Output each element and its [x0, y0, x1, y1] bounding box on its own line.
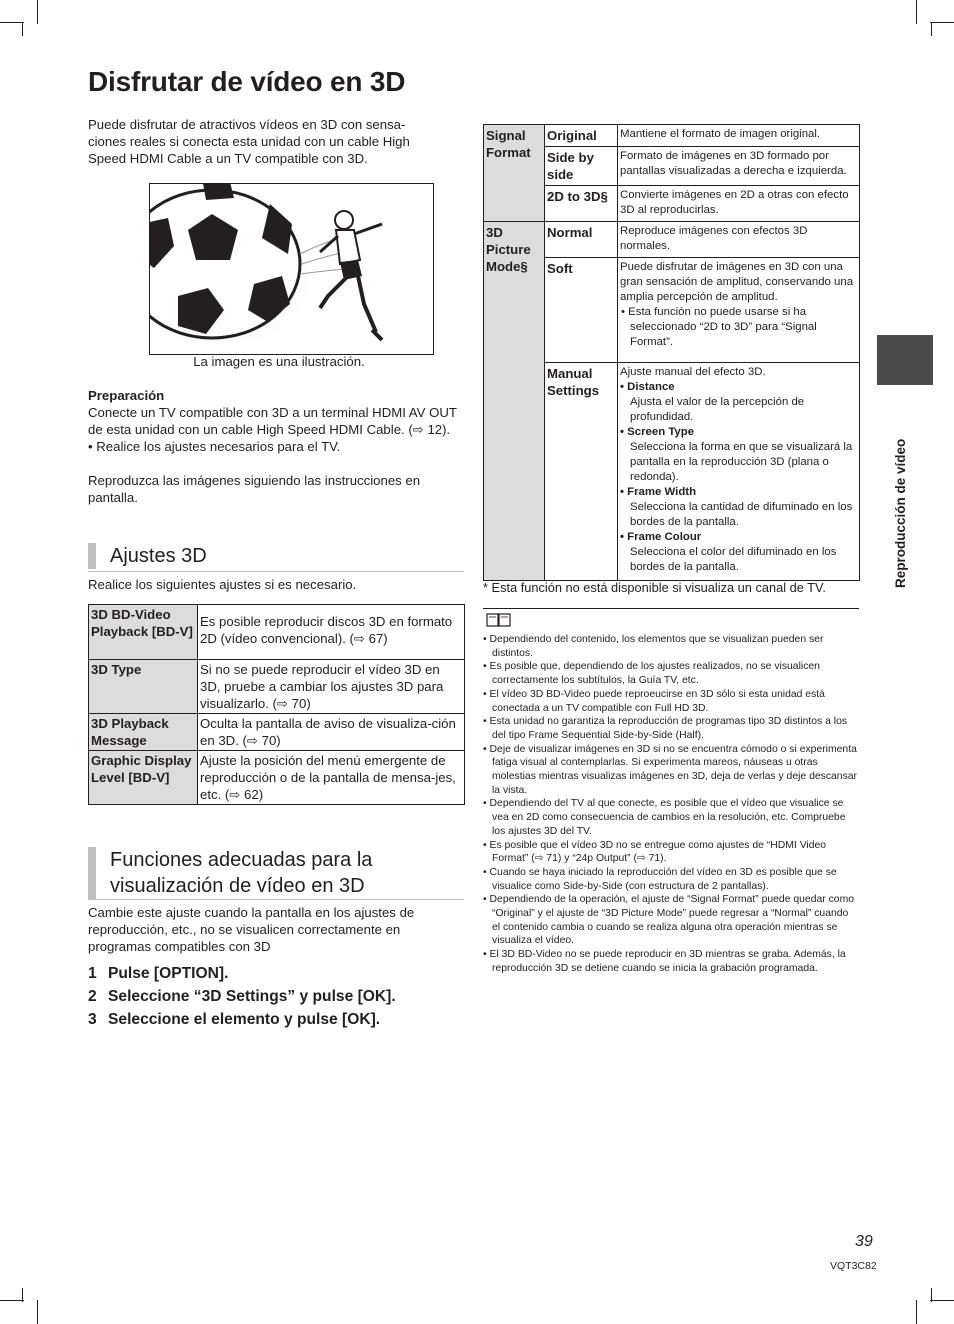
note-text: Dependiendo de la operación, el ajuste de “Signal Format” puede quedar como “Original” y el ajuste de “3D Picture Mode” puede regresar a “Normal” cuando el contenido cambia o cuando se realiza alguna otra operación mientras se visualiza el vídeo.	[489, 894, 855, 947]
ajustes-table	[88, 604, 465, 805]
note-text: El 3D BD-Video no se puede reproducir en 3D mientras se graba. Además, la reproducción 3D se detiene cuando se inicia la grabación programada.	[489, 949, 846, 974]
crop-mark	[0, 1300, 24, 1301]
table-row	[89, 714, 465, 751]
note-text: Es posible que el vídeo 3D no se entregue como ajustes de “HDMI Video Format” (⇨ 71) y “24p Output” (⇨ 71).	[489, 839, 827, 865]
step-item	[88, 962, 396, 985]
crop-mark	[931, 22, 932, 36]
funciones-intro-block	[88, 904, 448, 955]
group-picture-mode: 3D Picture Mode§	[484, 222, 545, 581]
3d-illustration	[149, 183, 434, 355]
manual-item-text: Selecciona la cantidad de difuminado en los bordes de la pantalla.	[630, 501, 853, 528]
crop-mark	[930, 22, 954, 23]
heading-line: visualización de vídeo en 3D	[110, 875, 365, 897]
section-rule	[88, 571, 464, 572]
section-heading-funciones	[88, 847, 372, 899]
option-description: Puede disfrutar de imágenes en 3D con una gran sensación de amplitud, conservando una amplia percepción de amplitud.	[620, 261, 854, 303]
crop-mark	[22, 22, 23, 36]
list-item: • Dependiendo del TV al que conecte, es posible que el vídeo que visualice se vea en 2D como consecuencia de cambios en la resolución, etc. Compruebe los ajustes 3D del TV.	[483, 798, 846, 837]
manual-item: • Screen Type	[620, 426, 695, 438]
page-number: 39	[855, 1233, 873, 1250]
option-description: Mantiene el formato de imagen original.	[618, 125, 860, 147]
preparation-title: Preparación	[88, 388, 165, 403]
step-number: 3	[88, 1011, 97, 1028]
manual-item: • Frame Width	[620, 486, 697, 498]
manual-item-text: Selecciona la forma en que se visualizará la pantalla en la reproducción 3D (plana o redonda).	[630, 441, 853, 483]
list-item: • Esta unidad no garantiza la reproducción de programas tipo 3D distintos a los del tipo Frame Sequential Side-by-Side (Half).	[483, 716, 848, 741]
list-item: • Cuando se haya iniciado la reproducción del vídeo en 3D es posible que se visualice como Side-by-Side (con estructura de 2 pantallas).	[483, 866, 837, 892]
ajustes-intro: Realice los siguientes ajustes si es necesario.	[88, 577, 357, 592]
option-name: Manual Settings	[545, 363, 618, 581]
setting-description: Ajuste la posición del menú emergente de reproducción o de la pantalla de mensa-jes, etc. (⇨ 62)	[198, 751, 465, 805]
step-text: Seleccione el elemento y pulse [OK].	[108, 1011, 381, 1028]
preparation-text: Conecte un TV compatible con 3D a un terminal HDMI AV OUT de esta unidad con un cable High Speed HDMI Cable. (⇨ 12).	[88, 405, 457, 437]
list-item: • Dependiendo de la operación, el ajuste de “Signal Format” puede quedar como “Original” y el ajuste de “3D Picture Mode” puede regresar a “Normal” cuando el contenido cambia o cuando se realiza alguna otra operación mientras se visualiza el vídeo.	[483, 894, 855, 947]
notes-rule	[483, 608, 859, 609]
manual-item-name: Distance	[627, 381, 675, 393]
preparation-block	[88, 387, 464, 506]
3d-settings-table	[483, 124, 860, 581]
step-text: Seleccione “3D Settings” y pulse [OK].	[108, 988, 396, 1005]
section-heading-ajustes: Ajustes 3D	[88, 543, 207, 569]
option-description: Formato de imágenes en 3D formado por pantallas visualizadas a derecha e izquierda.	[618, 147, 860, 186]
table-row	[484, 222, 860, 258]
option-description-cell	[618, 363, 860, 581]
note-text: El vídeo 3D BD-Video puede reproeucirse en 3D sólo si esta unidad está conectada a un TV compatible con Full HD 3D.	[489, 688, 825, 714]
setting-name: 3D Playback Message	[89, 714, 198, 751]
manual-item-text: Selecciona el color del difuminado en los bordes de la pantalla.	[630, 546, 837, 573]
manual-item: • Distance	[620, 381, 675, 393]
preparation-bullet: • Realice los ajustes necesarios para el TV.	[88, 439, 341, 454]
table-row	[89, 605, 465, 660]
table-row	[484, 125, 860, 147]
step-text: Pulse [OPTION].	[108, 965, 229, 982]
option-name: 2D to 3D§	[545, 186, 618, 222]
option-name: Original	[545, 125, 618, 147]
setting-name: 3D Type	[89, 660, 198, 714]
manual-item-text: Ajusta el valor de la percepción de profundidad.	[630, 396, 805, 423]
note-text: Dependiendo del contenido, los elementos que se visualizan pueden ser distintos.	[489, 634, 824, 659]
chapter-label: Reproducción de vídeo	[893, 438, 908, 588]
option-description: Ajuste manual del efecto 3D.	[620, 366, 766, 378]
table-row	[89, 751, 465, 805]
option-name: Soft	[545, 258, 618, 363]
setting-description: Oculta la pantalla de aviso de visualiza-ción en 3D. (⇨ 70)	[198, 714, 465, 751]
step-item	[88, 985, 396, 1008]
note-text: Es posible que, dependiendo de los ajustes realizados, no se visualicen correctamente los subtítulos, la Guía TV, etc.	[489, 661, 820, 687]
crop-mark	[931, 1288, 932, 1302]
setting-name: 3D BD-Video Playback [BD-V]	[89, 605, 198, 660]
list-item: • El 3D BD-Video no se puede reproducir en 3D mientras se graba. Además, la reproducción 3D se detiene cuando se inicia la grabación programada.	[483, 949, 846, 974]
image-caption: La imagen es una ilustración.	[193, 354, 365, 369]
crop-mark	[22, 1288, 23, 1302]
crop-mark	[0, 22, 24, 23]
option-description: Convierte imágenes en 2D a otras con efecto 3D al reproducirlas.	[618, 186, 860, 222]
steps-list	[88, 962, 396, 1031]
option-description-cell	[618, 258, 860, 363]
option-name: Normal	[545, 222, 618, 258]
table-footnote: * Esta función no está disponible si visualiza un canal de TV.	[483, 580, 826, 595]
page-title: Disfrutar de vídeo en 3D	[88, 66, 406, 97]
table-row	[89, 660, 465, 714]
crop-mark	[930, 1300, 954, 1301]
book-icon	[486, 613, 512, 632]
setting-name: Graphic Display Level [BD-V]	[89, 751, 198, 805]
manual-item: • Frame Colour	[620, 531, 702, 543]
reproduce-text: Reproduzca las imágenes siguiendo las instrucciones en pantalla.	[88, 473, 421, 505]
list-item: • Es posible que el vídeo 3D no se entregue como ajustes de “HDMI Video Format” (⇨ 71) y “24p Output” (⇨ 71).	[483, 839, 827, 865]
list-item: • Es posible que, dependiendo de los ajustes realizados, no se visualicen correctamente los subtítulos, la Guía TV, etc.	[483, 661, 820, 687]
chapter-tab	[877, 335, 933, 385]
list-item: • El vídeo 3D BD-Video puede reproeucirse en 3D sólo si esta unidad está conectada a un TV compatible con Full HD 3D.	[483, 688, 825, 714]
section-rule	[88, 899, 464, 900]
option-note: • Esta función no puede usarse si ha seleccionado “2D to 3D” para “Signal Format”.	[621, 306, 817, 348]
setting-description: Es posible reproducir discos 3D en formato 2D (vídeo convencional). (⇨ 67)	[198, 605, 465, 660]
manual-item-name: Frame Width	[627, 486, 697, 498]
note-text: Cuando se haya iniciado la reproducción del vídeo en 3D es posible que se visualice como Side-by-Side (con estructura de 2 pantallas).	[489, 866, 837, 892]
crop-mark	[916, 1300, 917, 1324]
step-item	[88, 1008, 396, 1031]
soccer-ball-player-image	[150, 184, 433, 354]
funciones-intro: Cambie este ajuste cuando la pantalla en los ajustes de reproducción, etc., no se visualicen correctamente en programas compatibles con 3D	[88, 905, 415, 954]
note-text: Deje de visualizar imágenes en 3D si no se encuentra cómodo o si experimenta fatiga visual al contemplarlas. Si experimenta mareos, náuseas u otras molestias mientras visualizas imágenes en 3D, deja de verlas y deje descansar la vista.	[489, 743, 858, 796]
option-name: Side by side	[545, 147, 618, 186]
note-text: Esta unidad no garantiza la reproducción de programas tipo 3D distintos a los del tipo Frame Sequential Side-by-Side (Half).	[489, 716, 848, 741]
intro-block	[88, 116, 438, 167]
list-item: • Dependiendo del contenido, los elementos que se visualizan pueden ser distintos.	[483, 634, 824, 659]
step-number: 2	[88, 988, 97, 1005]
list-item: • Deje de visualizar imágenes en 3D si no se encuentra cómodo o si experimenta fatiga visual al contemplarlas. Si experimenta mareos, náuseas u otras molestias mientras visualizas imágenes en 3D, deja de verlas y deje descansar la vista.	[483, 743, 858, 796]
step-number: 1	[88, 965, 97, 982]
crop-mark	[37, 0, 38, 24]
manual-item-name: Frame Colour	[627, 531, 702, 543]
option-description: Reproduce imágenes con efectos 3D normales.	[618, 222, 860, 258]
crop-mark	[916, 0, 917, 24]
setting-description: Si no se puede reproducir el vídeo 3D en 3D, pruebe a cambiar los ajustes 3D para visualizarlo. (⇨ 70)	[198, 660, 465, 714]
manual-item-name: Screen Type	[627, 426, 695, 438]
note-text: Dependiendo del TV al que conecte, es posible que el vídeo que visualice se vea en 2D como consecuencia de cambios en la resolución, etc. Compruebe los ajustes 3D del TV.	[489, 798, 846, 837]
group-signal-format: Signal Format	[484, 125, 545, 222]
intro-text: Puede disfrutar de atractivos vídeos en 3D con sensa-ciones reales si conecta esta unidad con un cable High Speed HDMI Cable a un TV compatible con 3D.	[88, 117, 410, 166]
notes-list	[483, 633, 859, 976]
model-code: VQT3C82	[830, 1260, 877, 1272]
heading-line: Funciones adecuadas para la	[110, 849, 373, 871]
crop-mark	[37, 1300, 38, 1324]
